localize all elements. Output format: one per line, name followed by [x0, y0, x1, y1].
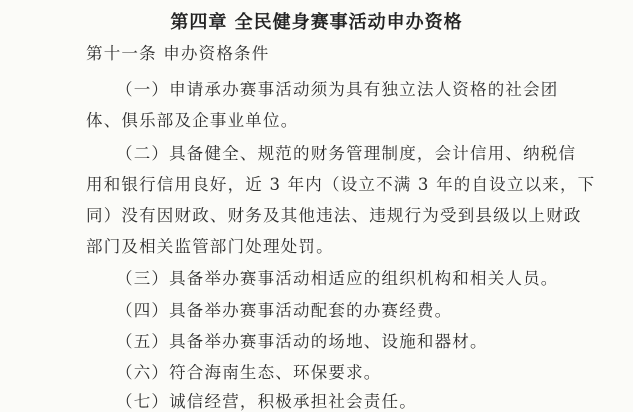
- clause-5-line: （五）具备举办赛事活动的场地、设施和器材。: [116, 332, 488, 351]
- chapter-title: 第四章 全民健身赛事活动申办资格: [170, 12, 463, 33]
- clause-1-line-2: 体、俱乐部及企事业单位。: [86, 111, 299, 130]
- clause-7-line: （七）诚信经营，积极承担社会责任。: [116, 392, 417, 411]
- clause-4-line: （四）具备举办赛事活动配套的办赛经费。: [116, 301, 453, 320]
- clause-3-line: （三）具备举办赛事活动相适应的组织机构和相关人员。: [116, 269, 559, 288]
- clause-2-line-1: （二）具备健全、规范的财务管理制度，会计信用、纳税信: [116, 144, 577, 163]
- clause-2-line-2: 用和银行信用良好，近 3 年内（设立不满 3 年的自设立以来，下: [86, 175, 596, 194]
- clause-2-line-3: 同）没有因财政、财务及其他违法、违规行为受到县级以上财政: [86, 206, 582, 225]
- clause-6-line: （六）符合海南生态、环保要求。: [116, 363, 382, 382]
- clause-2-line-4: 部门及相关监管部门处理处罚。: [86, 237, 334, 256]
- clause-1-line-1: （一）申请承办赛事活动须为具有独立法人资格的社会团: [116, 80, 559, 99]
- article-heading: 第十一条 申办资格条件: [86, 44, 270, 63]
